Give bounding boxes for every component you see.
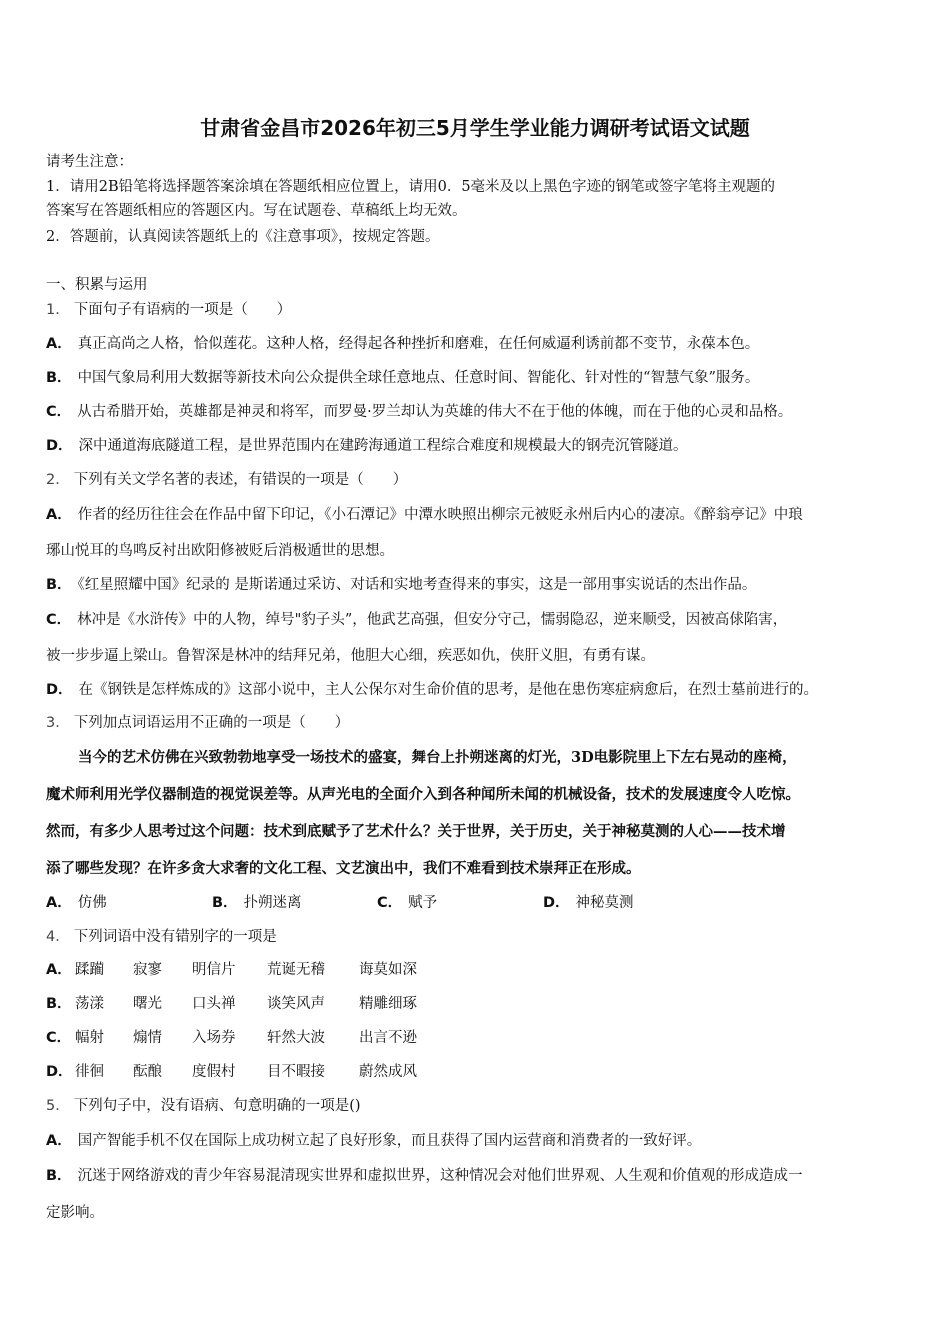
- word: 度假村: [192, 1064, 236, 1080]
- option-label: D．: [46, 682, 73, 698]
- option-label: A．: [46, 895, 72, 911]
- option-text: 真正高尚之人格，恰似莲花。这种人格，经得起各种挫折和磨难，在任何威逼利诱前都不变节，永葆本色。: [77, 336, 760, 352]
- page-title: 甘肃省金昌市2026年初三5月学生学业能力调研考试语文试题: [200, 116, 750, 140]
- option-text: 在《钢铁是怎样炼成的》这部小说中，主人公保尔对生命价值的思考，是他在患伤寒症病愈后，在烈士墓前进行的。: [78, 682, 819, 698]
- q2-option-d: [46, 680, 818, 700]
- question-4-stem: [46, 927, 277, 947]
- q3-passage-line-2: 魔术师利用光学仪器制造的视觉误差等。从声光电的全面介入到各种闻所未闻的机械设备，技术的发展速度令人吃惊。: [46, 786, 800, 803]
- option-label: A．: [46, 962, 72, 978]
- notice-heading: 请考生注意：: [46, 154, 133, 170]
- option-text: 深中通道海底隧道工程，是世界范围内在建跨海通道工程综合难度和规模最大的钢壳沉管隧道。: [78, 438, 688, 454]
- question-number: 3．: [46, 715, 70, 731]
- word: 徘徊: [75, 1064, 104, 1080]
- q5-option-b-line-2: 定影响。: [46, 1205, 104, 1221]
- q1-option-d: [46, 436, 688, 456]
- option-label: A．: [46, 336, 72, 352]
- q2-option-c-line-2: 被一步步逼上梁山。鲁智深是林冲的结拜兄弟，他胆大心细，疾恶如仇，侠肝义胆，有勇有谋。: [46, 648, 655, 664]
- option-text: 作者的经历往往会在作品中留下印记，《小石潭记》中潭水映照出柳宗元被贬永州后内心的凄凉。《醉翁亭记》中琅: [77, 507, 803, 523]
- option-label: C．: [377, 895, 403, 911]
- notice-item-2: 2．答题前，认真阅读答题纸上的《注意事项》，按规定答题。: [46, 229, 440, 245]
- option-label: B．: [46, 370, 72, 386]
- option-label: B．: [212, 895, 238, 911]
- q4-option-b: [46, 994, 417, 1014]
- option-text: 仿佛: [77, 895, 107, 911]
- question-text: 下列有关文学名著的表述，有错误的一项是（ ）: [73, 472, 408, 488]
- option-text: 赋予: [408, 895, 438, 911]
- option-text: 中国气象局利用大数据等新技术向公众提供全球任意地点、任意时间、智能化、针对性的“智慧气象”服务。: [77, 370, 760, 386]
- word: 诲莫如深: [359, 962, 417, 978]
- question-number: 5．: [46, 1098, 70, 1114]
- word: 煽情: [133, 1030, 162, 1046]
- q3-option-c: [377, 893, 437, 913]
- option-label: B．: [46, 1168, 72, 1184]
- question-2-stem: [46, 470, 407, 490]
- q3-passage-line-3: 然而，有多少人思考过这个问题：技术到底赋予了艺术什么？关于世界，关于历史，关于神秘莫测的人心——技术增: [46, 823, 786, 840]
- option-label: D．: [46, 438, 73, 454]
- question-text: 下面句子有语病的一项是（ ）: [73, 302, 292, 318]
- option-text: 林冲是《水浒传》中的人物，绰号"豹子头”，他武艺高强，但安分守己，懦弱隐忍，逆来顺受，因被高俅陷害，: [77, 612, 788, 628]
- q4-option-c: [46, 1028, 417, 1048]
- word: 谈笑风声: [267, 996, 325, 1012]
- q1-option-c: [46, 402, 792, 422]
- option-text: 沉迷于网络游戏的青少年容易混清现实世界和虚拟世界，这种情况会对他们世界观、人生观和价值观的形成造成一: [77, 1168, 803, 1184]
- word: 蹂躏: [75, 962, 104, 978]
- q3-option-a: [46, 893, 107, 913]
- word: 精雕细琢: [359, 996, 417, 1012]
- option-label: C．: [46, 612, 72, 628]
- option-label: C．: [46, 1030, 72, 1046]
- question-text: 下列加点词语运用不正确的一项是（ ）: [73, 715, 350, 731]
- question-1-stem: [46, 300, 291, 320]
- word: 曙光: [133, 996, 162, 1012]
- option-label: D．: [46, 1064, 73, 1080]
- option-label: B．: [46, 577, 72, 593]
- word: 轩然大波: [267, 1030, 325, 1046]
- section-heading: 一、积累与运用: [46, 277, 148, 293]
- q1-option-a: [46, 334, 759, 354]
- word: 寂寥: [133, 962, 162, 978]
- q3-option-d: [543, 893, 634, 913]
- option-text: 神秘莫测: [575, 895, 634, 911]
- question-number: 1．: [46, 302, 70, 318]
- option-label: A．: [46, 507, 72, 523]
- word: 明信片: [192, 962, 236, 978]
- question-text: 下列词语中没有错别字的一项是: [73, 929, 277, 945]
- word: 蔚然成风: [359, 1064, 417, 1080]
- q2-option-c-line-1: [46, 610, 787, 630]
- word: 酝酿: [133, 1064, 162, 1080]
- q2-option-a-line-1: [46, 505, 803, 525]
- q1-option-b: [46, 368, 759, 388]
- word: 荡漾: [75, 996, 104, 1012]
- option-text: 国产智能手机不仅在国际上成功树立起了良好形象，而且获得了国内运营商和消费者的一致好评。: [77, 1133, 702, 1149]
- q2-option-a-line-2: 琊山悦耳的鸟鸣反衬出欧阳修被贬后消极遁世的思想。: [46, 543, 394, 559]
- q5-option-b-line-1: [46, 1166, 803, 1186]
- notice-item-1-line-1: 1．请用2B铅笔将选择题答案涂填在答题纸相应位置上，请用0．5毫米及以上黑色字迹的钢笔或签字笔将主观题的: [46, 179, 776, 195]
- word: 目不暇接: [267, 1064, 325, 1080]
- question-text: 下列句子中，没有语病、句意明确的一项是(): [73, 1098, 361, 1114]
- question-number: 2．: [46, 472, 70, 488]
- q4-option-d: [46, 1062, 417, 1082]
- option-text: 扑朔迷离: [243, 895, 302, 911]
- q4-option-a: [46, 960, 417, 980]
- q3-passage-line-4: 添了哪些发现？在许多贪大求奢的文化工程、文艺演出中，我们不难看到技术崇拜正在形成。: [46, 860, 641, 877]
- question-3-stem: [46, 713, 349, 733]
- q3-option-b: [212, 893, 302, 913]
- q2-option-b: [46, 575, 756, 595]
- question-number: 4．: [46, 929, 70, 945]
- word: 幅射: [75, 1030, 104, 1046]
- word: 入场券: [192, 1030, 236, 1046]
- option-label: A．: [46, 1133, 72, 1149]
- notice-item-1-line-2: 答案写在答题纸相应的答题区内。写在试题卷、草稿纸上均无效。: [46, 203, 467, 219]
- word: 口头禅: [192, 996, 236, 1012]
- q3-passage-line-1: 当今的艺术仿佛在兴致勃勃地享受一场技术的盛宴，舞台上扑朔迷离的灯光，3D电影院里上下左右晃动的座椅，: [78, 749, 797, 766]
- word: 荒诞无稽: [267, 962, 325, 978]
- option-text: 从古希腊开始，英雄都是神灵和将军，而罗曼·罗兰却认为英雄的伟大不在于他的体魄，而在于他的心灵和品格。: [77, 404, 793, 420]
- option-label: D．: [543, 895, 570, 911]
- option-label: B．: [46, 996, 72, 1012]
- option-text: 《红星照耀中国》纪录的 是斯诺通过采访、对话和实地考查得来的事实，这是一部用事实说话的杰出作品。: [77, 577, 757, 593]
- question-5-stem: [46, 1096, 361, 1116]
- q5-option-a: [46, 1131, 701, 1151]
- option-label: C．: [46, 404, 72, 420]
- word: 出言不逊: [359, 1030, 417, 1046]
